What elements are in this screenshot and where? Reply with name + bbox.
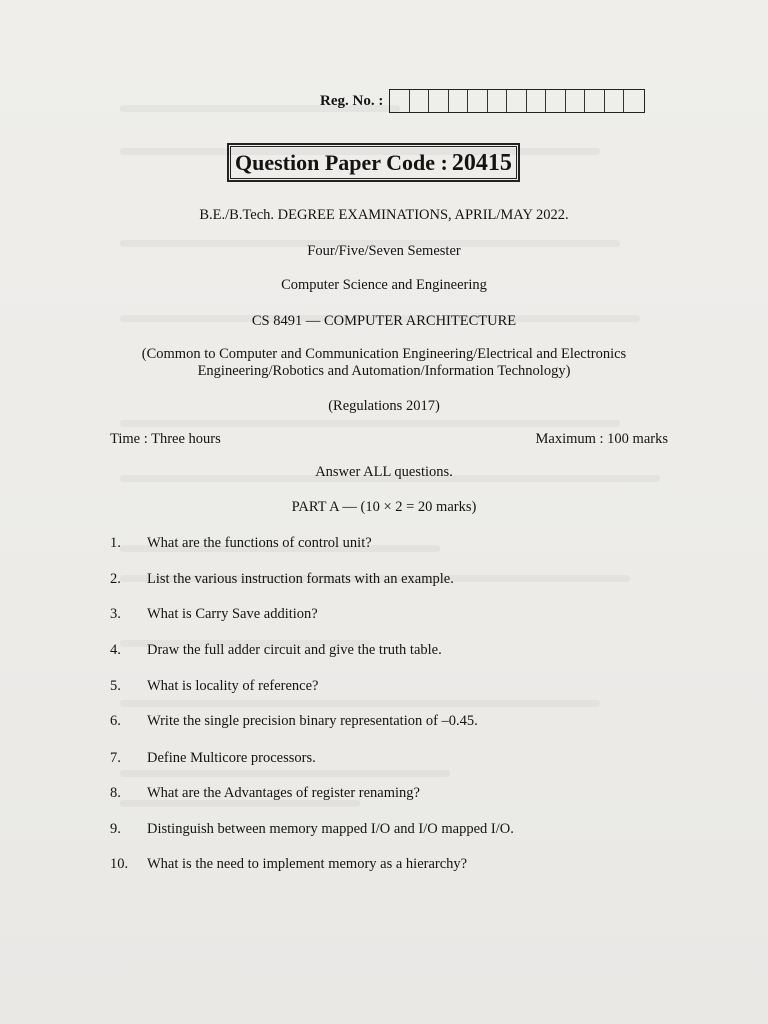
question-item — [110, 642, 442, 659]
reg-no-field — [320, 89, 645, 113]
reg-no-box — [507, 90, 527, 112]
common-to-line-2: Engineering/Robotics and Automation/Information Technology) — [197, 363, 571, 379]
question-item — [110, 678, 319, 695]
question-text: Write the single precision binary representation of –0.45. — [147, 713, 478, 729]
reg-no-box — [429, 90, 449, 112]
course-line: CS 8491 — COMPUTER ARCHITECTURE — [251, 313, 517, 329]
department-line: Computer Science and Engineering — [281, 277, 487, 293]
question-item — [110, 785, 420, 802]
reg-no-box — [390, 90, 410, 112]
question-number: 1. — [110, 535, 121, 551]
part-a-heading: PART A — (10 × 2 = 20 marks) — [291, 499, 477, 515]
reg-no-box — [449, 90, 469, 112]
reg-no-box — [468, 90, 488, 112]
question-text: What is Carry Save addition? — [147, 606, 318, 622]
question-text: List the various instruction formats with an example. — [147, 571, 454, 587]
maximum-marks: Maximum : 100 marks — [535, 431, 668, 447]
question-item — [110, 535, 372, 552]
reg-no-label: Reg. No. : — [320, 92, 384, 109]
answer-all-instruction: Answer ALL questions. — [315, 464, 453, 480]
question-number: 10. — [110, 856, 129, 872]
question-number: 3. — [110, 606, 121, 622]
question-item — [110, 571, 454, 588]
question-number: 8. — [110, 785, 121, 801]
degree-line: B.E./B.Tech. DEGREE EXAMINATIONS, APRIL/MAY 2022. — [199, 207, 569, 223]
question-paper-code-box — [227, 143, 520, 182]
reg-no-box — [410, 90, 430, 112]
common-to-line-1: (Common to Computer and Communication Engineering/Electrical and Electronics — [141, 346, 627, 362]
reg-no-box — [624, 90, 644, 112]
question-item — [110, 750, 316, 767]
question-number: 7. — [110, 750, 121, 766]
question-paper-code-label: Question Paper Code : — [235, 150, 448, 175]
reg-no-boxes — [389, 89, 645, 113]
question-text: What is the need to implement memory as a hierarchy? — [147, 856, 468, 872]
question-text: What is locality of reference? — [147, 678, 319, 694]
question-text: What are the Advantages of register renaming? — [147, 785, 420, 801]
question-item — [110, 713, 478, 730]
question-item — [110, 606, 318, 623]
question-paper-code: 20415 — [451, 150, 512, 176]
semester-line: Four/Five/Seven Semester — [307, 243, 461, 259]
time-marks-row — [110, 431, 668, 448]
question-text: What are the functions of control unit? — [147, 535, 372, 551]
bleed-through — [120, 420, 620, 427]
question-item — [110, 821, 514, 838]
question-number: 4. — [110, 642, 121, 658]
question-number: 9. — [110, 821, 121, 837]
question-number: 6. — [110, 713, 121, 729]
question-text: Define Multicore processors. — [147, 750, 316, 766]
question-number: 5. — [110, 678, 121, 694]
question-item — [110, 856, 467, 873]
reg-no-box — [527, 90, 547, 112]
regulations-line: (Regulations 2017) — [328, 398, 440, 414]
bleed-through — [120, 770, 450, 777]
reg-no-box — [488, 90, 508, 112]
question-text: Draw the full adder circuit and give the truth table. — [147, 642, 442, 658]
question-text: Distinguish between memory mapped I/O and I/O mapped I/O. — [147, 821, 514, 837]
reg-no-box — [546, 90, 566, 112]
reg-no-box — [566, 90, 586, 112]
time-allowed: Time : Three hours — [110, 431, 221, 447]
reg-no-box — [585, 90, 605, 112]
question-number: 2. — [110, 571, 121, 587]
bleed-through — [120, 700, 600, 707]
reg-no-box — [605, 90, 625, 112]
